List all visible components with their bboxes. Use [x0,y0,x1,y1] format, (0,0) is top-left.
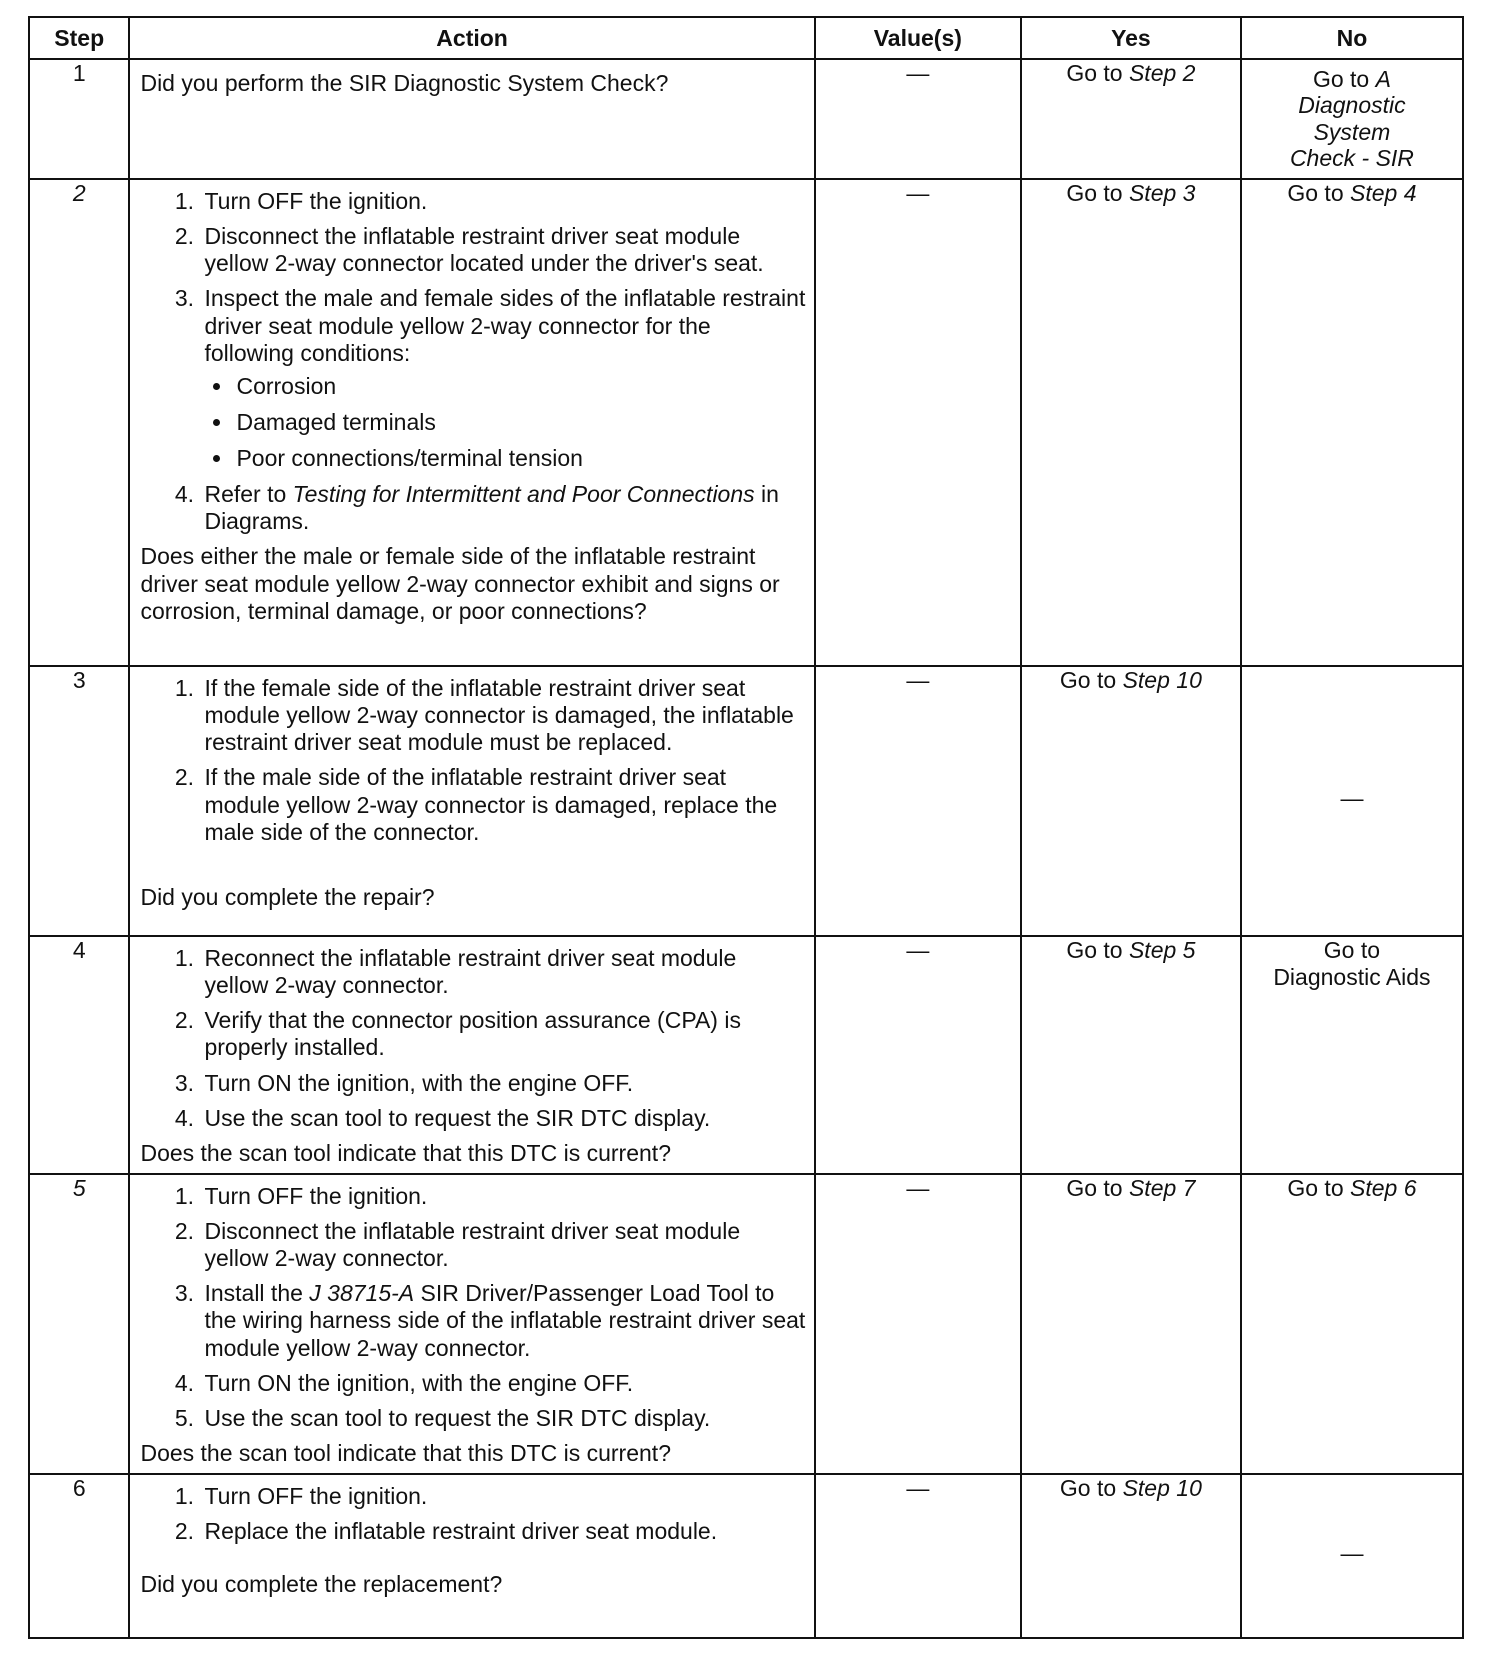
condition-item: • Corrosion [234,373,805,400]
diagnostic-table [28,16,1464,1639]
action-cell [129,1174,814,1474]
step-number: 1 [29,59,129,179]
yes-cell [1021,936,1241,1174]
yes-step-ref: Step 2 [1128,60,1196,86]
no-ref-part: A [1375,66,1391,92]
action-item [200,481,805,535]
no-ref-part: System [1313,118,1391,145]
yes-cell [1021,1474,1241,1638]
no-ref-part: Check - SIR [1289,145,1414,172]
action-item-text: Refer to [204,481,293,508]
header-step: Step [29,17,129,59]
no-prefix: Go to [1287,180,1351,206]
action-list [140,1183,805,1432]
action-item: 1. Turn OFF the ignition. [200,188,805,215]
header-no: No [1241,17,1463,59]
yes-prefix: Go to [1066,60,1129,86]
action-cell [129,666,814,936]
action-item: 1. Reconnect the inflatable restraint driver seat module yellow 2-way connector. [200,945,805,999]
step-number: 5 [29,1174,129,1474]
action-cell [129,59,814,179]
table-row [29,179,1463,666]
value-cell: — [815,59,1021,179]
question-text: Did you complete the replacement? [140,1571,503,1598]
table-row [29,1174,1463,1474]
no-step-ref: Step 4 [1350,180,1417,206]
action-cell [129,179,814,666]
step-number: 3 [29,666,129,936]
yes-prefix: Go to [1066,180,1129,206]
action-item: 2. If the male side of the inflatable restraint driver seat module yellow 2-way connector is damaged, replace the male side of the connector. [200,764,805,845]
action-item [200,1280,805,1361]
action-cell [129,1474,814,1638]
condition-list [204,373,805,472]
action-list [140,188,805,535]
step-number: 4 [29,936,129,1174]
yes-cell [1021,59,1241,179]
no-line: Go to [1323,937,1381,963]
yes-cell [1021,179,1241,666]
question-text: Did you complete the repair? [140,883,435,910]
action-item: 1. Turn OFF the ignition. [200,1183,805,1210]
header-values: Value(s) [815,17,1021,59]
action-item-text: SIR Driver/Passenger Load Tool to the wiring harness side of the inflatable restraint driver seat module yellow 2-way connector. [204,1280,806,1361]
yes-step-ref: Step 10 [1122,667,1202,693]
table-row [29,1474,1463,1638]
action-item: 2. Verify that the connector position assurance (CPA) is properly installed. [200,1007,805,1061]
table-row [29,666,1463,936]
action-item-text: Inspect the male and female sides of the inflatable restraint driver seat module yellow 2-way connector for the following conditions: [204,285,806,366]
yes-prefix: Go to [1066,1174,1129,1201]
reference-link: Testing for Intermittent and Poor Connections [292,481,755,508]
condition-item: • Poor connections/terminal tension [234,445,805,472]
no-cell [1241,936,1463,1174]
yes-cell [1021,666,1241,936]
action-list [140,1483,805,1545]
tool-reference: J 38715-A [309,1280,415,1307]
yes-prefix: Go to [1066,937,1129,963]
action-item: 4. Turn ON the ignition, with the engine OFF. [200,1370,805,1397]
condition-item: • Damaged terminals [234,409,805,436]
no-ref-part: Diagnostic [1298,92,1406,119]
yes-cell [1021,1174,1241,1474]
action-list [140,945,805,1132]
diagnostic-table-page [28,16,1464,1639]
action-item [200,285,805,472]
no-cell [1241,1174,1463,1474]
question-text: Does either the male or female side of the inflatable restraint driver seat module yellow 2-way connector exhibit and signs or corrosion, terminal damage, or poor connections? [140,543,780,624]
no-cell: — [1241,666,1463,936]
yes-prefix: Go to [1059,1475,1123,1501]
header-yes: Yes [1021,17,1241,59]
no-cell [1241,179,1463,666]
header-action: Action [129,17,814,59]
no-cell [1241,59,1463,179]
no-line: Diagnostic Aids [1273,964,1431,990]
value-cell: — [815,666,1021,936]
yes-step-ref: Step 7 [1128,1174,1196,1201]
table-row [29,936,1463,1174]
action-item: 2. Disconnect the inflatable restraint driver seat module yellow 2-way connector located under the driver's seat. [200,223,805,277]
action-item: 5. Use the scan tool to request the SIR DTC display. [200,1405,805,1432]
step-number: 6 [29,1474,129,1638]
yes-step-ref: Step 10 [1122,1475,1202,1501]
spacer [140,854,805,880]
question-text: Does the scan tool indicate that this DTC is current? [140,1439,671,1466]
action-item: 2. Replace the inflatable restraint driver seat module. [200,1518,805,1545]
action-item: 1. Turn OFF the ignition. [200,1483,805,1510]
yes-prefix: Go to [1059,667,1123,693]
value-cell: — [815,1174,1021,1474]
step-number: 2 [29,179,129,666]
yes-step-ref: Step 3 [1128,180,1196,206]
spacer [140,1553,805,1567]
no-cell: — [1241,1474,1463,1638]
action-item: 1. If the female side of the inflatable restraint driver seat module yellow 2-way connector is damaged, the inflatable restraint driver seat module must be replaced. [200,675,805,756]
action-cell [129,936,814,1174]
action-item: 3. Turn ON the ignition, with the engine OFF. [200,1070,805,1097]
value-cell: — [815,1474,1021,1638]
value-cell: — [815,936,1021,1174]
no-step-ref: Step 6 [1350,1174,1417,1201]
header-row [29,17,1463,59]
action-item-text: Install the [204,1280,310,1307]
action-list [140,675,805,846]
action-item: 2. Disconnect the inflatable restraint driver seat module yellow 2-way connector. [200,1218,805,1272]
action-item: 4. Use the scan tool to request the SIR DTC display. [200,1105,805,1132]
yes-step-ref: Step 5 [1128,937,1196,963]
question-text: Does the scan tool indicate that this DTC is current? [140,1139,671,1166]
question-text: Did you perform the SIR Diagnostic System Check? [140,70,669,96]
action-item-text: in Diagrams. [204,481,779,535]
no-prefix: Go to [1287,1174,1351,1201]
value-cell: — [815,179,1021,666]
no-prefix: Go to [1312,66,1376,92]
table-row [29,59,1463,179]
